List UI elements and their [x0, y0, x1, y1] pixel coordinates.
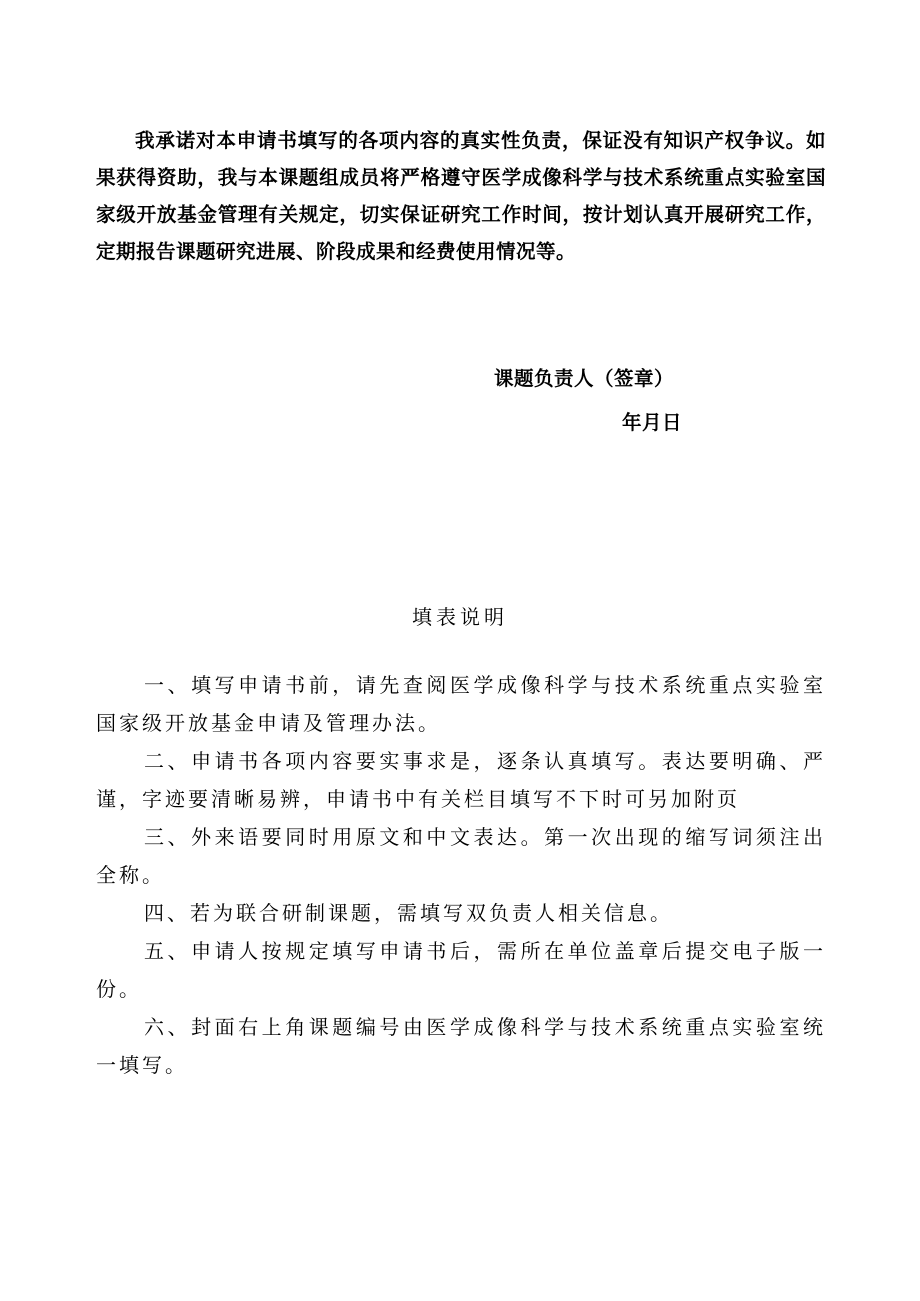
instruction-item: 一、填写申请书前，请先查阅医学成像科学与技术系统重点实验室国家级开放基金申请及管理办法。 [96, 673, 826, 735]
signature-label: 课题负责人（签章） [494, 367, 675, 390]
instruction-item: 二、申请书各项内容要实事求是，逐条认真填写。表达要明确、严谨，字迹要清晰易辨，申请书中有关栏目填写不下时可另加附页 [96, 749, 826, 811]
pledge-section [96, 122, 826, 270]
instructions-list [96, 666, 826, 1084]
instruction-item: 三、外来语要同时用原文和中文表达。第一次出现的缩写词须注出全称。 [96, 825, 826, 887]
pledge-paragraph: 我承诺对本申请书填写的各项内容的真实性负责，保证没有知识产权争议。如果获得资助，我与本课题组成员将严格遵守医学成像科学与技术系统重点实验室国家级开放基金管理有关规定，切实保证研究工作时间，按计划认真开展研究工作，定期报告课题研究进展、阶段成果和经费使用情况等。 [96, 129, 826, 263]
instruction-item: 四、若为联合研制课题，需填写双负责人相关信息。 [144, 901, 673, 925]
instructions-title: 填表说明 [412, 605, 508, 629]
signature-block [494, 364, 794, 434]
instruction-item: 五、申请人按规定填写申请书后，需所在单位盖章后提交电子版一份。 [96, 939, 826, 1001]
instruction-item: 六、封面右上角课题编号由医学成像科学与技术系统重点实验室统一填写。 [96, 1015, 826, 1077]
signature-date: 年月日 [622, 411, 683, 434]
